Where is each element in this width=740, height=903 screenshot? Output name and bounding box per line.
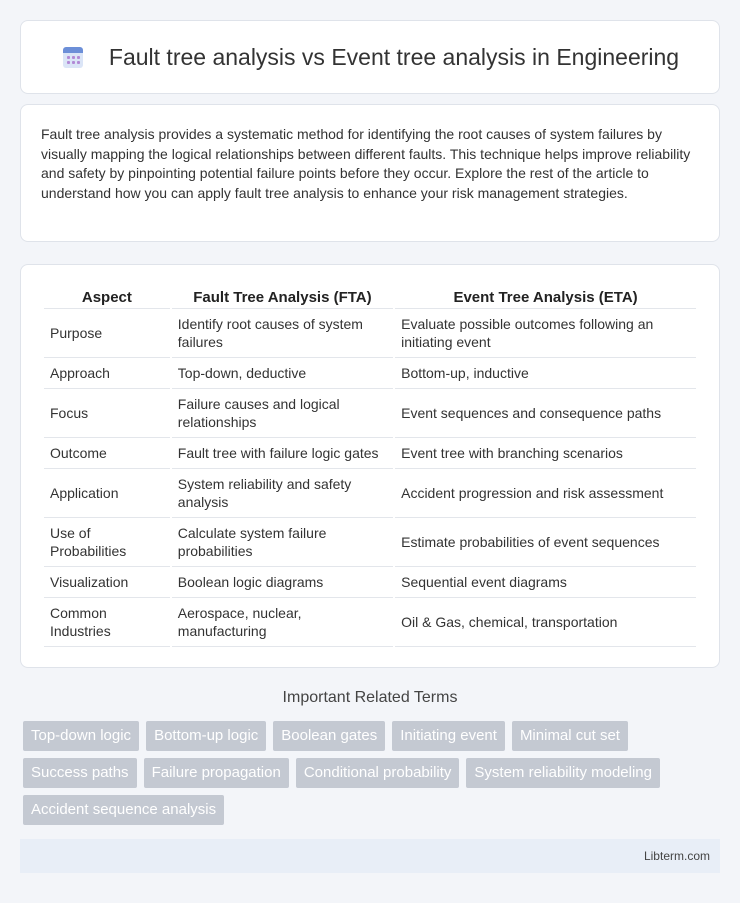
cell-eta: Estimate probabilities of event sequences (395, 518, 696, 567)
cell-eta: Event tree with branching scenarios (395, 438, 696, 469)
cell-eta: Oil & Gas, chemical, transportation (395, 598, 696, 647)
table-row (44, 358, 696, 389)
cell-eta: Accident progression and risk assessment (395, 469, 696, 518)
header (61, 44, 679, 71)
comparison-table (42, 285, 698, 647)
table-row (44, 438, 696, 469)
tag-success-paths[interactable]: Success paths (23, 758, 137, 788)
tag-minimal-cut-set[interactable]: Minimal cut set (512, 721, 628, 751)
intro-text: Fault tree analysis provides a systematic method for identifying the root causes of system failures by visually mapping the logical relationships between different faults. This technique helps improve reliability and safety by pinpointing potential failure points before they occur. Explore the rest of the article to understand how you can apply fault tree analysis to enhance your risk management strategies. (41, 126, 691, 201)
tag-top-down-logic[interactable]: Top-down logic (23, 721, 139, 751)
cell-aspect: Outcome (44, 438, 170, 469)
table-row (44, 309, 696, 358)
cell-aspect: Purpose (44, 309, 170, 358)
table-row (44, 518, 696, 567)
page-title: Fault tree analysis vs Event tree analysis in Engineering (108, 43, 680, 70)
table-row (44, 598, 696, 647)
cell-aspect: Approach (44, 358, 170, 389)
cell-aspect: Common Industries (44, 598, 170, 647)
tag-accident-sequence-analysis[interactable]: Accident sequence analysis (23, 795, 224, 825)
table-header-row (44, 285, 696, 309)
cell-eta: Event sequences and consequence paths (395, 389, 696, 438)
cell-aspect: Use of Probabilities (44, 518, 170, 567)
intro-card (20, 104, 720, 242)
cell-fta: System reliability and safety analysis (172, 469, 393, 518)
cell-aspect: Focus (44, 389, 170, 438)
table-row (44, 567, 696, 598)
cell-eta: Sequential event diagrams (395, 567, 696, 598)
cell-aspect: Visualization (44, 567, 170, 598)
cell-eta: Bottom-up, inductive (395, 358, 696, 389)
cell-fta: Top-down, deductive (172, 358, 393, 389)
tag-failure-propagation[interactable]: Failure propagation (144, 758, 289, 788)
tag-initiating-event[interactable]: Initiating event (392, 721, 505, 751)
cell-fta: Aerospace, nuclear, manufacturing (172, 598, 393, 647)
header-card (20, 20, 720, 94)
tag-bottom-up-logic[interactable]: Bottom-up logic (146, 721, 266, 751)
tag-conditional-probability[interactable]: Conditional probability (296, 758, 460, 788)
calendar-grid-icon (61, 45, 85, 69)
table-row (44, 389, 696, 438)
cell-fta: Failure causes and logical relationships (172, 389, 393, 438)
comparison-table-card (20, 264, 720, 668)
header-fta: Fault Tree Analysis (FTA) (172, 285, 393, 309)
header-aspect: Aspect (44, 285, 170, 309)
tag-boolean-gates[interactable]: Boolean gates (273, 721, 385, 751)
cell-fta: Boolean logic diagrams (172, 567, 393, 598)
related-terms-tags (23, 721, 723, 832)
related-terms-title: Important Related Terms (282, 689, 458, 706)
footer-brand-link[interactable]: Libterm.com (643, 849, 710, 863)
cell-fta: Calculate system failure probabilities (172, 518, 393, 567)
cell-eta: Evaluate possible outcomes following an initiating event (395, 309, 696, 358)
footer (20, 839, 720, 873)
header-eta: Event Tree Analysis (ETA) (395, 285, 696, 309)
table-row (44, 469, 696, 518)
tag-system-reliability-modeling[interactable]: System reliability modeling (466, 758, 660, 788)
cell-aspect: Application (44, 469, 170, 518)
cell-fta: Identify root causes of system failures (172, 309, 393, 358)
cell-fta: Fault tree with failure logic gates (172, 438, 393, 469)
